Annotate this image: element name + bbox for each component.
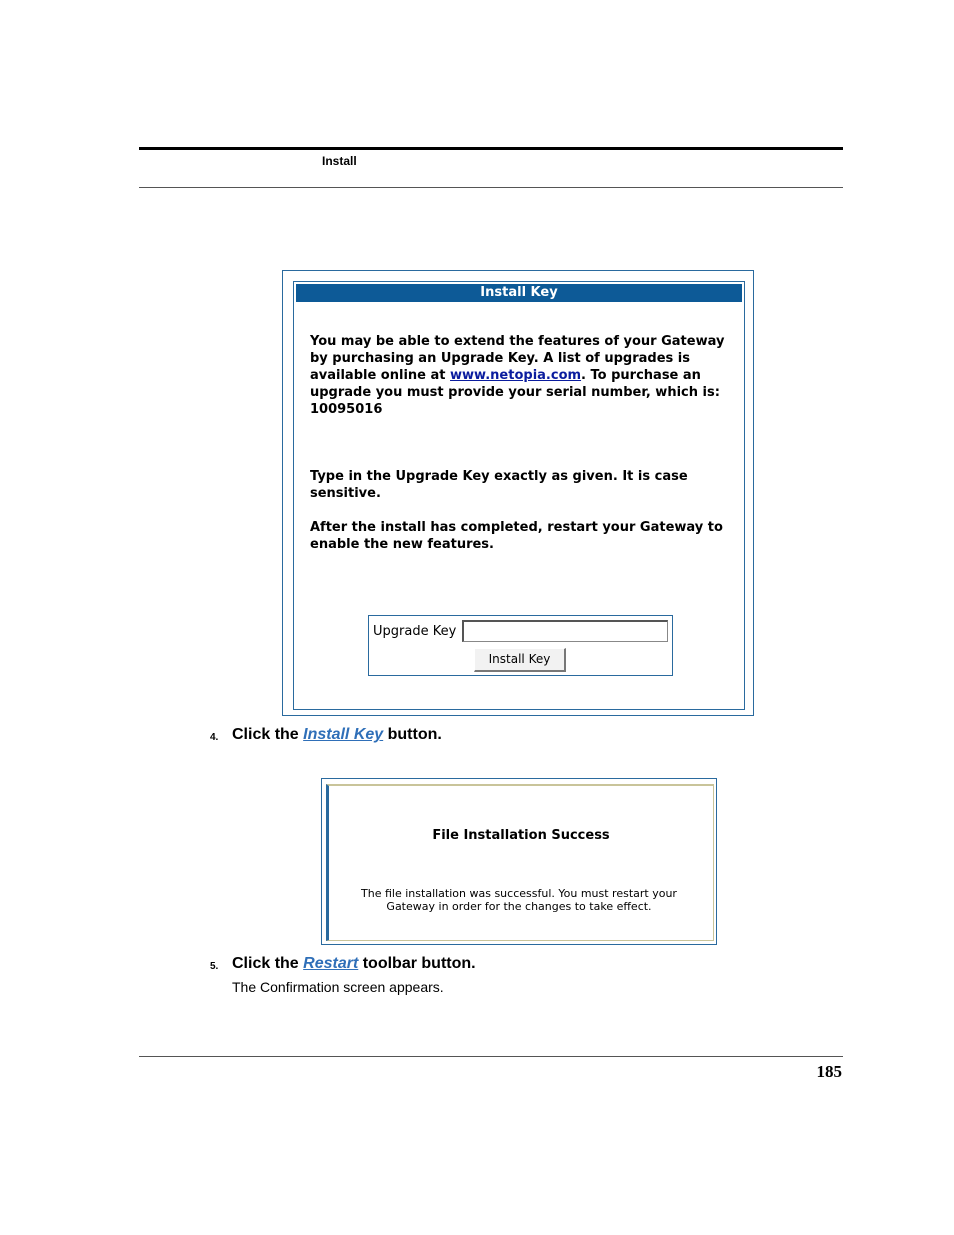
upgrade-key-label: Upgrade Key xyxy=(373,624,457,639)
restart-paragraph: After the install has completed, restart your Gateway to enable the new features. xyxy=(310,520,723,552)
running-header: Install xyxy=(322,154,357,168)
success-title: File Installation Success xyxy=(432,828,610,843)
step-prefix: Click the xyxy=(232,955,304,972)
step-result-text: The Confirmation screen appears. xyxy=(232,979,444,995)
header-rule xyxy=(139,147,843,150)
intro-text-b: . To purchase an upgrade you must provide your serial number, which is: 10095016 xyxy=(310,368,720,417)
intro-text-a: You may be able to extend the features of your Gateway by purchasing an Upgrade Key. A list of upgrades is available online at xyxy=(310,334,725,383)
step-install-key xyxy=(232,726,442,744)
header-divider xyxy=(139,187,843,188)
success-message: The file installation was successful. You must restart your Gateway in order for the changes to take effect. xyxy=(361,887,677,913)
upgrade-key-input[interactable] xyxy=(462,620,668,642)
panel-title: Install Key xyxy=(296,284,742,302)
step-restart xyxy=(232,955,476,973)
case-sensitive-paragraph: Type in the Upgrade Key exactly as given. It is case sensitive. xyxy=(310,469,688,501)
success-panel xyxy=(326,784,714,941)
install-key-link[interactable]: Install Key xyxy=(303,726,384,743)
upgrade-key-form xyxy=(368,615,673,676)
step-number: 4. xyxy=(210,732,219,743)
netopia-link[interactable]: www.netopia.com xyxy=(450,368,582,383)
install-key-button[interactable]: Install Key xyxy=(474,648,566,672)
install-key-screenshot xyxy=(282,270,754,716)
install-key-panel xyxy=(293,281,745,710)
step-number: 5. xyxy=(210,961,219,972)
step-suffix: toolbar button. xyxy=(358,955,476,972)
footer-rule xyxy=(139,1056,843,1057)
step-prefix: Click the xyxy=(232,726,304,743)
step-suffix: button. xyxy=(383,726,442,743)
intro-paragraph xyxy=(310,333,738,418)
restart-link[interactable]: Restart xyxy=(303,955,359,972)
success-screenshot xyxy=(321,778,717,945)
page-number: 185 xyxy=(816,1062,842,1081)
